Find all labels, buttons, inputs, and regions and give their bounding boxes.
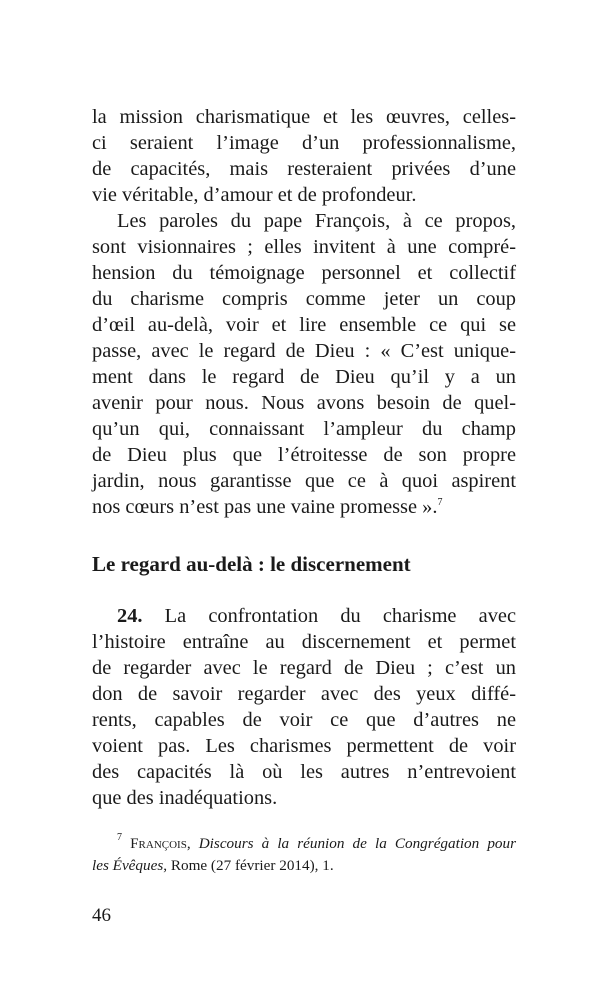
paragraph-2-line: de Dieu plus que l’étroitesse de son propre [92,444,516,466]
paragraph-1-line: la mission charismatique et les œuvres, celles- [92,106,516,128]
paragraph-2-line: d’œil au-delà, voir et lire ensemble ce qui se [92,314,516,336]
footnote-line [92,855,334,877]
footnote-author: François, [130,835,191,852]
footnote-title: Discours à la réunion de la Congrégation pour [198,835,517,852]
section-heading: Le regard au-delà : le discernement [92,552,411,576]
paragraph-1-line: ci seraient l’image d’un professionnalisme, [92,132,516,154]
paragraph-1-line: de capacités, mais resteraient privées d’une [92,158,516,180]
paragraph-3-line: de regarder avec le regard de Dieu ; c’est un [92,657,516,679]
paragraph-number: 24. [117,605,143,627]
paragraph-2-line-text: nos cœurs n’est pas une vaine promesse ». [92,496,438,518]
paragraph-3-line: rents, capables de voir ce que d’autres ne [92,709,516,731]
paragraph-2-line: du charisme compris comme jeter un coup [92,288,516,310]
page-number: 46 [92,905,111,926]
paragraph-2-line: Les paroles du pape François, à ce propos, [117,210,516,232]
paragraph-2-line: sont visionnaires ; elles invitent à une compré- [92,236,516,258]
paragraph-2-line: hension du témoignage personnel et collectif [92,262,516,284]
paragraph-2-line: qu’un qui, connaissant l’ampleur du champ [92,418,516,440]
paragraph-2-line: avenir pour nous. Nous avons besoin de quel- [92,392,516,414]
paragraph-1-line: vie véritable, d’amour et de profondeur. [92,184,417,206]
footnote-source: , Rome (27 février 2014), 1. [163,857,334,874]
footnote-reference: 7 [437,497,443,508]
paragraph-3-first-line [117,603,516,629]
footnote-number: 7 [117,832,122,843]
paragraph-3-line: voient pas. Les charismes permettent de voir [92,735,516,757]
paragraph-2-line: jardin, nous garantisse que ce à quoi aspirent [92,470,516,492]
paragraph-3-line: que des inadéquations. [92,787,278,809]
paragraph-3-line: l’histoire entraîne au discernement et permet [92,631,516,653]
paragraph-3-line: des capacités là où les autres n’entrevoient [92,761,516,783]
paragraph-2-line: passe, avec le regard de Dieu : « C’est unique- [92,340,516,362]
paragraph-3-line: don de savoir regarder avec des yeux diffé- [92,683,516,705]
footnote-title-continued: les Évêques [92,857,164,874]
paragraph-2-line: ment dans le regard de Dieu qu’il y a un [92,366,516,388]
footnote-line [117,833,516,855]
paragraph-3-line-text: La confrontation du charisme avec [142,605,516,627]
paragraph-2-last-line [92,494,442,520]
